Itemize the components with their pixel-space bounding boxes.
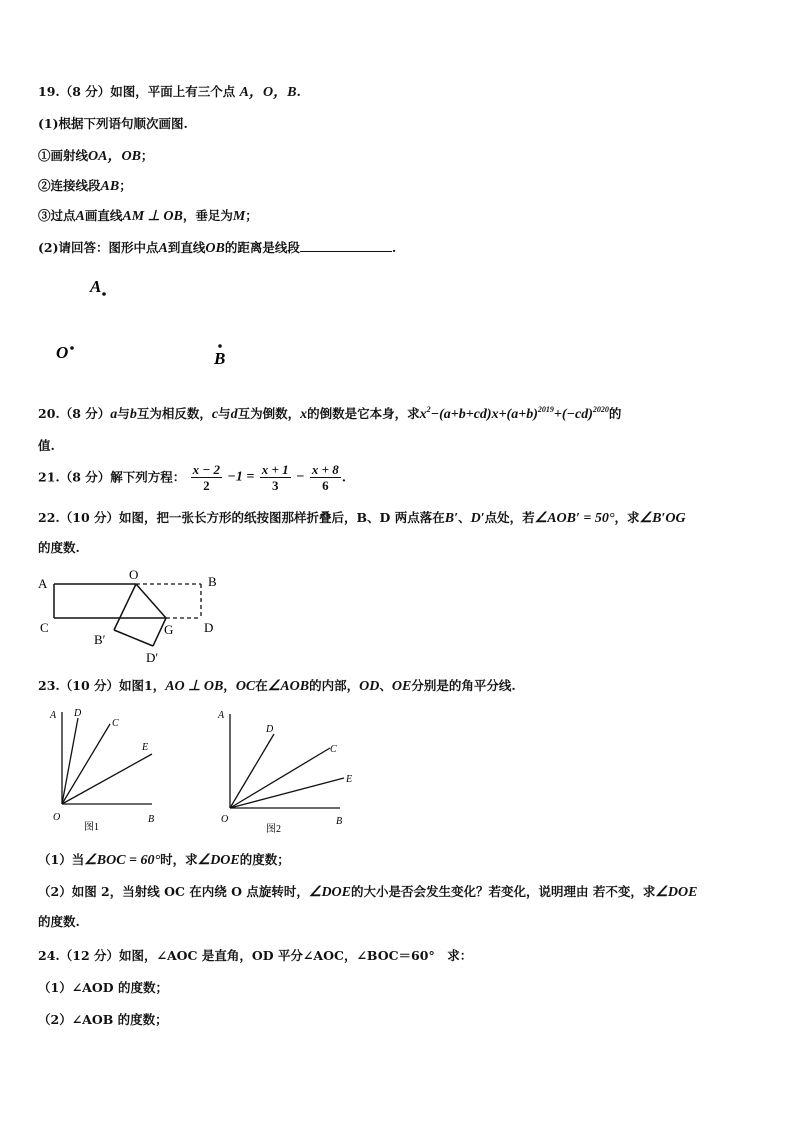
q22-figure [36,566,236,670]
fig-label-O: O [221,814,229,825]
edge-OB1 [114,584,136,630]
q19-part1: (1)根据下列语句顺次画图. [38,116,188,131]
q20-stem-cont: 值. [38,438,55,453]
fig-label-E: E [142,742,149,753]
fold-OG [136,584,166,618]
q24-stem: 24.（12 分）如图，∠AOC 是直角，OD 平分∠AOC，∠BOC＝60° 求： [38,948,473,963]
q21-stem: 21.（8 分）解下列方程： $\frac{x - 2}{2}$ −1 = $\frac{x + 1}{3}$ − $\frac{x + 8}{6}$ . [38,462,347,493]
fig-label-O: O [129,567,139,582]
ray-OE [62,754,152,804]
point-O [70,346,74,350]
q20-stem: 20.（8 分）a与b互为相反数，c与d互为倒数，x的倒数是它本身，求$x^2-(a+b+cd)x+(a+b)^{2019}+(-cd)^{2020}$的 [38,405,622,422]
fig-label-A: A [50,710,57,721]
fig-label-B: B [208,574,217,589]
fig-label-D: D [266,724,274,735]
q23-part1: （1）当∠BOC = 60°时，求∠DOE的度数； [38,852,290,868]
fig-label-O: O [53,812,61,823]
q19-stem: 19.（8 分）如图，平面上有三个点 A，O，B. [38,84,301,100]
q23-figure-1 [44,704,174,834]
fig-label-C: C [40,620,49,635]
q22-stem: 22.（10 分）如图，把一张长方形的纸按图那样折叠后，B、D 两点落在B′、D′点处，若∠AOB′ = 50°，求∠B′OG [38,510,686,526]
q23-part2-cont: 的度数. [38,914,80,929]
q19-figure [40,270,260,385]
fig-label-C: C [330,744,337,755]
fig-label-E: E [346,774,353,785]
fraction-2: $\frac{x + 1}{3}$ [261,462,289,493]
q24-part1: （1）∠AOD 的度数； [38,980,168,995]
ray-OE [230,778,344,808]
fig-label-C: C [112,718,119,729]
q22-stem-cont: 的度数. [38,540,80,555]
fig-label-B: B [336,816,343,827]
q23-part2: （2）如图 2，当射线 OC 在内绕 O 点旋转时，∠DOE的大小是否会发生变化？若变化，说明理由 若不变，求∠DOE [38,884,698,900]
q23-figure-2 [212,704,362,834]
answer-blank[interactable] [300,241,392,252]
fig-label-B: B [148,814,155,825]
fig-label-B1: B′ [94,632,106,647]
fig-label-A: A [218,710,225,721]
fig-label-A: A [90,277,102,296]
fig-label-B: B [214,349,226,368]
q19-step3: ③过点A画直线AM ⊥ OB，垂足为M； [38,208,258,224]
q20-expression: $x^2-(a+b+cd)x+(a+b)^{2019}+(-cd)^{2020}$ [419,405,609,422]
fig-label-G: G [164,622,174,637]
fraction-3: $\frac{x + 8}{6}$ [311,462,339,493]
q23-stem: 23.（10 分）如图1，AO ⊥ OB，OC在∠AOB的内部，OD、OE分别是的角平分线. [38,678,516,694]
ray-OC [230,748,330,808]
fig-label-D: D [74,708,82,719]
q19-step2: ②连接线段AB； [38,178,132,194]
point-B [218,344,222,348]
fig-label-A: A [38,576,48,591]
edge-B1D1 [114,630,153,646]
point-A [102,292,106,296]
figure-caption: 图1 [84,822,99,833]
q19-part2: (2)请回答：图形中点A到直线OB的距离是线段 . [38,240,397,256]
q24-part2: （2）∠AOB 的度数； [38,1012,168,1027]
q19-step1: ①画射线OA，OB； [38,148,154,164]
fig-label-D1: D′ [146,650,159,665]
ray-OD [230,734,274,808]
figure-caption: 图2 [266,824,281,835]
fraction-1: $\frac{x - 2}{2}$ [192,462,221,493]
fig-label-O: O [56,343,69,362]
fig-label-D: D [204,620,214,635]
